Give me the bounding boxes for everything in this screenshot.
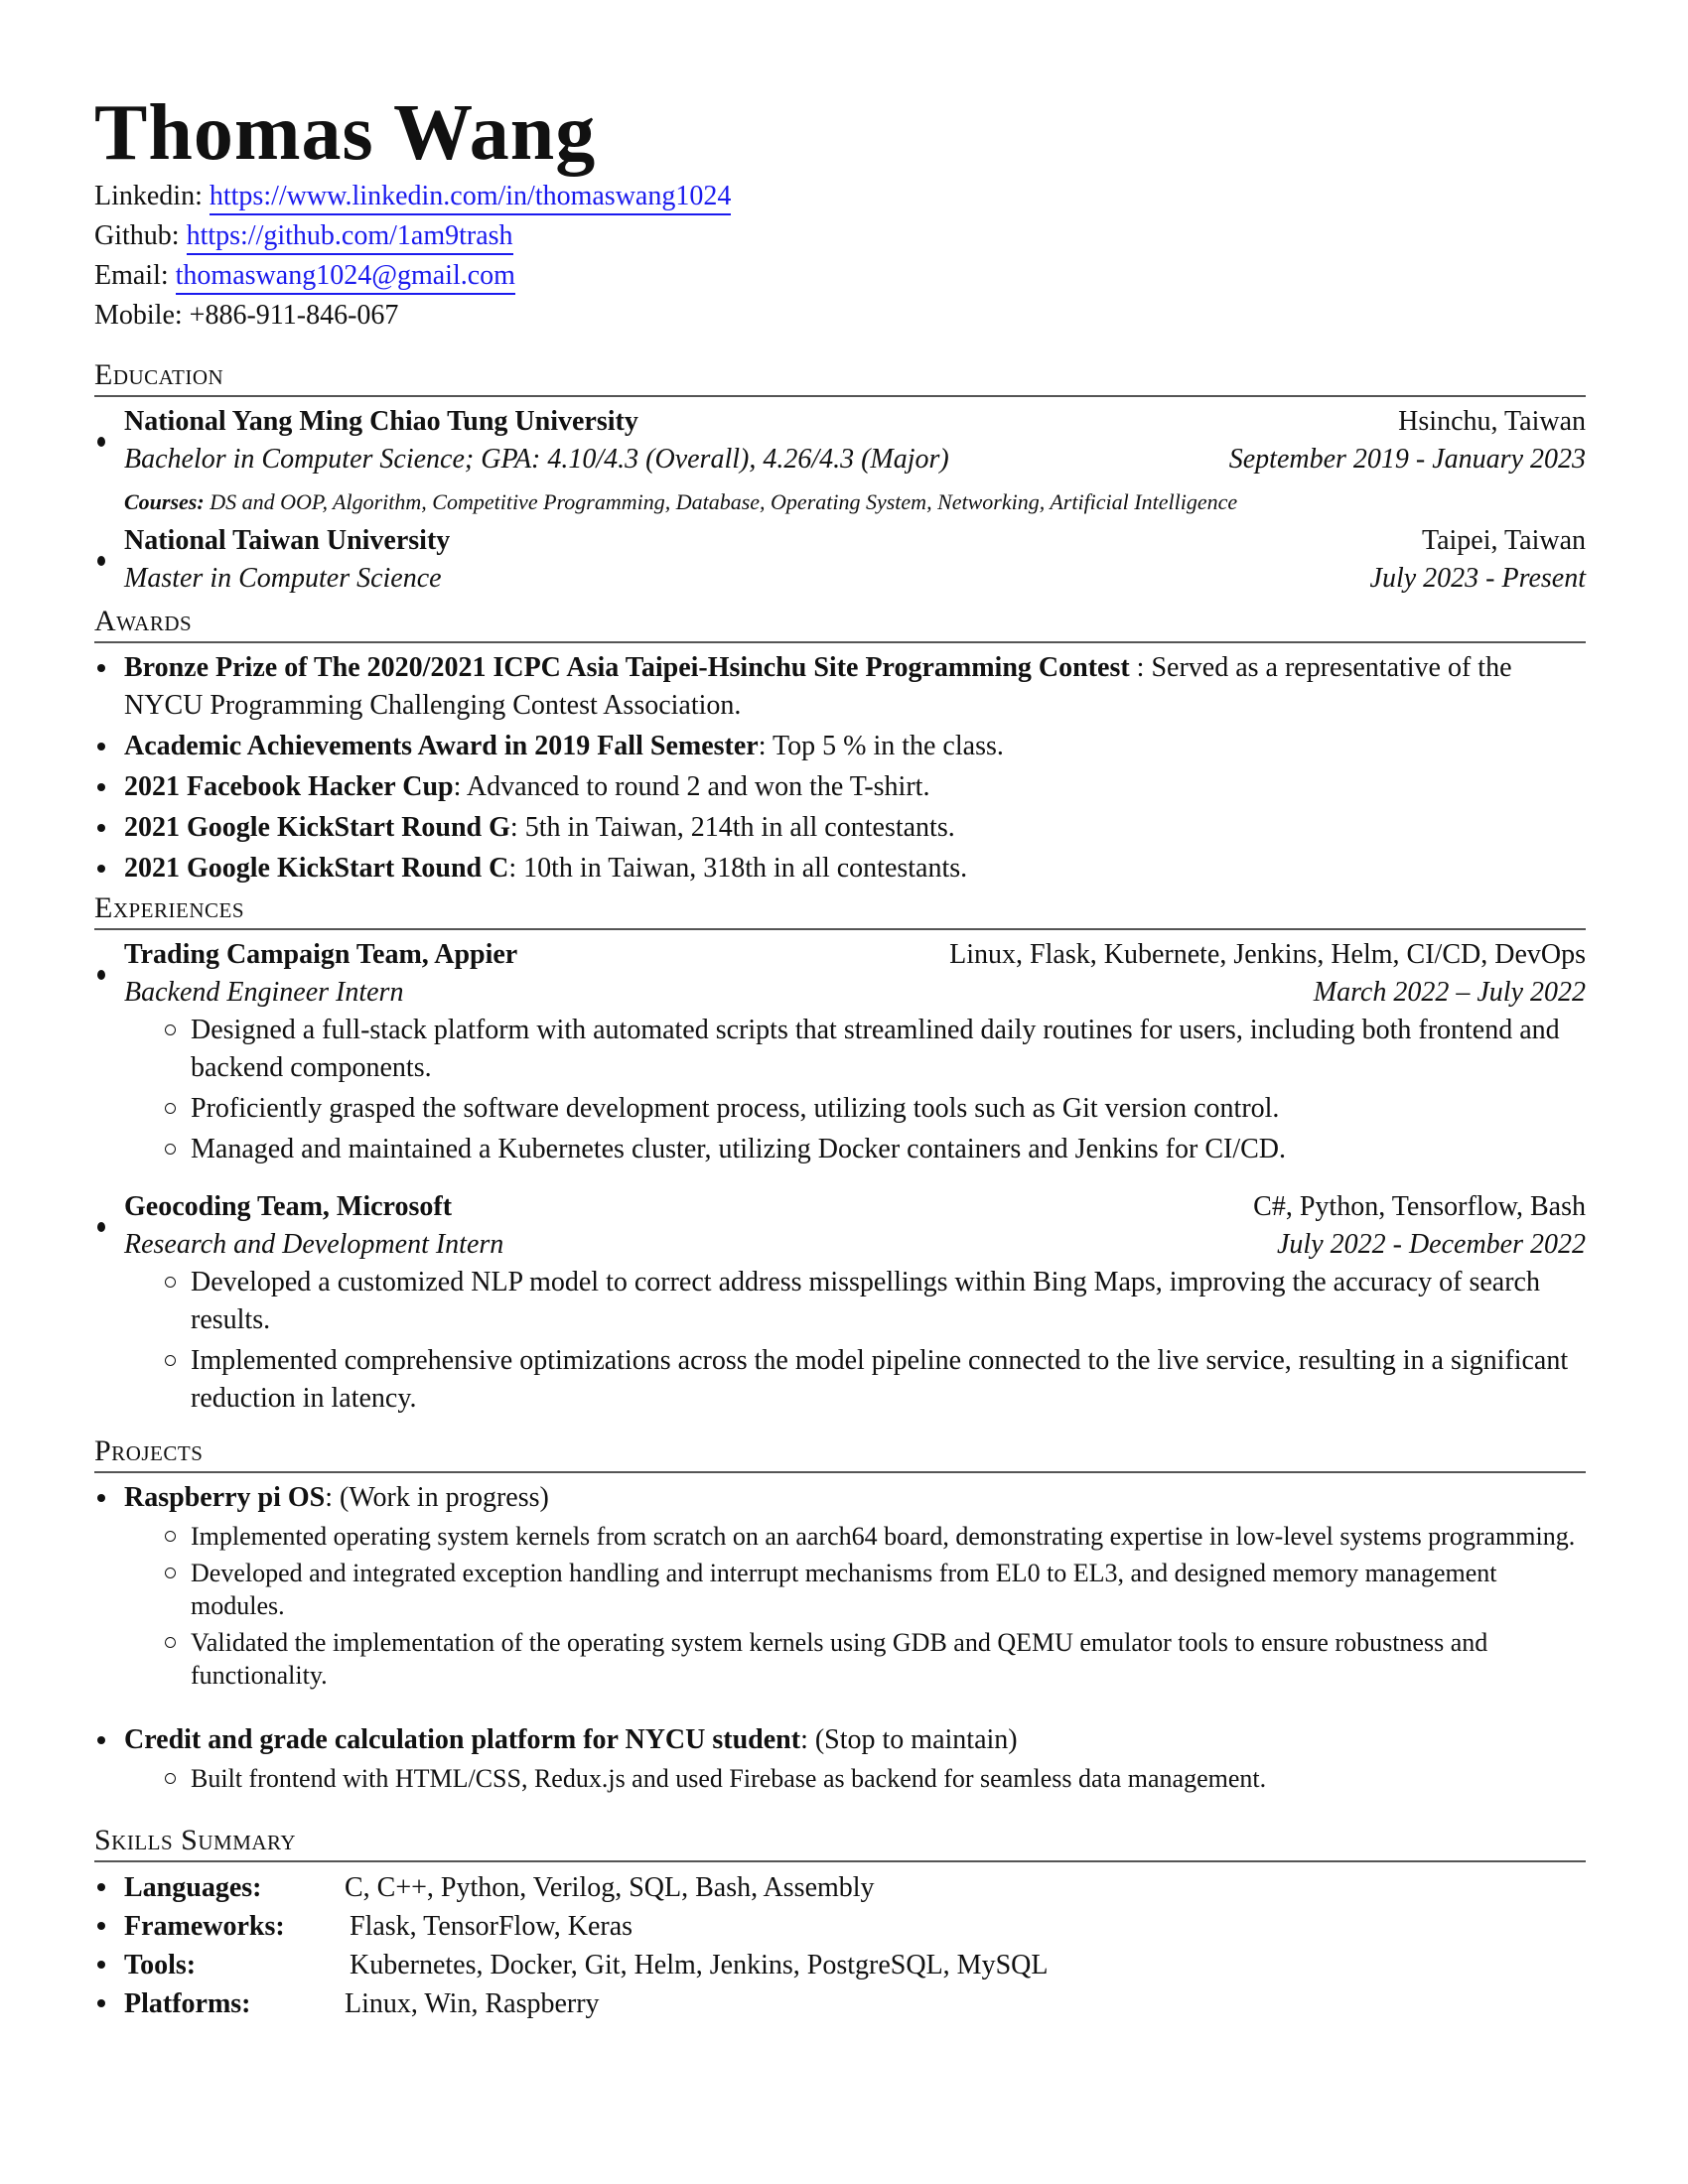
tech-stack: C#, Python, Tensorflow, Bash — [1253, 1191, 1586, 1222]
section-heading-education: Education — [94, 357, 1586, 397]
school-name: National Yang Ming Chiao Tung University — [124, 406, 638, 437]
skill-value: C, C++, Python, Verilog, SQL, Bash, Assembly — [345, 1872, 875, 1903]
tech-stack: Linux, Flask, Kubernete, Jenkins, Helm, CI/CD, DevOps — [949, 939, 1586, 970]
contact-email — [94, 256, 1586, 296]
bullet: Proficiently grasped the software development process, utilizing tools such as Git version control. — [161, 1090, 1586, 1128]
section-heading-skills: Skills Summary — [94, 1823, 1586, 1862]
award-desc: : 10th in Taiwan, 318th in all contestants. — [508, 853, 968, 884]
dates: September 2019 - January 2023 — [1228, 444, 1586, 475]
award-desc: : Advanced to round 2 and won the T-shirt. — [453, 771, 930, 802]
skill-value: Kubernetes, Docker, Git, Helm, Jenkins, PostgreSQL, MySQL — [350, 1950, 1049, 1980]
bullet: Developed a customized NLP model to correct address misspellings within Bing Maps, improving the accuracy of search results. — [161, 1264, 1586, 1339]
experience-bullets — [94, 1012, 1586, 1168]
award-item — [94, 809, 1586, 847]
award-desc: : Top 5 % in the class. — [758, 731, 1004, 761]
organization: Trading Campaign Team, Appier — [124, 939, 518, 970]
bullet: Implemented comprehensive optimizations across the model pipeline connected to the live service, resulting in a significant reduction in latency. — [161, 1342, 1586, 1418]
section-heading-projects: Projects — [94, 1433, 1586, 1473]
skill-row — [94, 1946, 1586, 1984]
courses-label: Courses: — [124, 489, 205, 514]
award-item — [94, 649, 1586, 725]
bullet: Built frontend with HTML/CSS, Redux.js and used Firebase as backend for seamless data management. — [161, 1762, 1586, 1795]
github-link[interactable]: https://github.com/1am9trash — [187, 220, 513, 255]
award-desc: : 5th in Taiwan, 214th in all contestants. — [509, 812, 955, 843]
bullet: Developed and integrated exception handling and interrupt mechanisms from EL0 to EL3, and designed memory management modules. — [161, 1557, 1586, 1622]
contact-linkedin — [94, 177, 1586, 216]
degree: Bachelor in Computer Science; GPA: 4.10/4.3 (Overall), 4.26/4.3 (Major) — [124, 444, 949, 475]
courses-list: DS and OOP, Algorithm, Competitive Programming, Database, Operating System, Networking, Artificial Intelligence — [210, 489, 1238, 514]
award-name: 2021 Facebook Hacker Cup — [124, 771, 454, 802]
award-item — [94, 850, 1586, 887]
award-name: 2021 Google KickStart Round C — [124, 853, 509, 884]
section-heading-awards: Awards — [94, 604, 1586, 643]
dates: July 2022 - December 2022 — [1276, 1229, 1586, 1260]
courses — [124, 486, 1586, 518]
skill-key: Platforms: — [124, 1988, 251, 2019]
linkedin-link[interactable]: https://www.linkedin.com/in/thomaswang1024 — [210, 181, 731, 215]
projects-list — [94, 1479, 1586, 1517]
project-name: Credit and grade calculation platform for NYCU student — [124, 1724, 801, 1755]
resume — [94, 91, 1586, 2023]
experience-entry — [94, 936, 1586, 1012]
bullet: Implemented operating system kernels from scratch on an aarch64 board, demonstrating expertise in low-level systems programming. — [161, 1520, 1586, 1553]
skill-key: Frameworks: — [124, 1911, 285, 1942]
degree: Master in Computer Science — [124, 563, 442, 594]
bullet: Designed a full-stack platform with automated scripts that streamlined daily routines for users, including both frontend and backend components. — [161, 1012, 1586, 1087]
role: Backend Engineer Intern — [124, 977, 404, 1008]
award-name: Academic Achievements Award in 2019 Fall Semester — [124, 731, 759, 761]
skill-row — [94, 1984, 1586, 2023]
award-name: 2021 Google KickStart Round G — [124, 812, 510, 843]
award-item — [94, 728, 1586, 765]
skill-value: Flask, TensorFlow, Keras — [350, 1911, 633, 1942]
contact-label: Github: — [94, 220, 180, 251]
education-entry — [94, 522, 1586, 598]
project-bullets — [124, 1520, 1586, 1692]
award-name: Bronze Prize of The 2020/2021 ICPC Asia Taipei-Hsinchu Site Programming Contest — [124, 652, 1130, 683]
project-bullets — [124, 1762, 1586, 1795]
contact-label: Email: — [94, 260, 169, 291]
contact-github — [94, 216, 1586, 256]
education-entry — [94, 403, 1586, 518]
bullet: Validated the implementation of the operating system kernels using GDB and QEMU emulator tools to ensure robustness and functionality. — [161, 1626, 1586, 1692]
school-location: Taipei, Taiwan — [1421, 525, 1586, 556]
section-heading-experiences: Experiences — [94, 890, 1586, 930]
mobile-number: +886-911-846-067 — [189, 300, 399, 331]
skill-key: Languages: — [124, 1872, 262, 1903]
contact-mobile — [94, 296, 1586, 336]
projects-list — [94, 1721, 1586, 1759]
skill-key: Tools: — [124, 1950, 197, 1980]
school-name: National Taiwan University — [124, 525, 451, 556]
project-name: Raspberry pi OS — [124, 1482, 326, 1513]
project-status: : (Work in progress) — [325, 1482, 549, 1513]
project-item — [94, 1479, 1586, 1517]
project-status: : (Stop to maintain) — [800, 1724, 1018, 1755]
project-item — [94, 1721, 1586, 1759]
contact-label: Linkedin: — [94, 181, 203, 211]
skill-row — [94, 1868, 1586, 1907]
experience-bullets — [94, 1264, 1586, 1418]
school-location: Hsinchu, Taiwan — [1398, 406, 1586, 437]
role: Research and Development Intern — [124, 1229, 504, 1260]
awards-list — [94, 649, 1586, 887]
dates: March 2022 – July 2022 — [1313, 977, 1586, 1008]
bullet: Managed and maintained a Kubernetes cluster, utilizing Docker containers and Jenkins for CI/CD. — [161, 1131, 1586, 1168]
skill-row — [94, 1907, 1586, 1946]
email-link[interactable]: thomaswang1024@gmail.com — [176, 260, 515, 295]
contact-label: Mobile: — [94, 300, 183, 331]
dates: July 2023 - Present — [1369, 563, 1586, 594]
award-item — [94, 768, 1586, 806]
candidate-name: Thomas Wang — [94, 89, 597, 177]
organization: Geocoding Team, Microsoft — [124, 1191, 453, 1222]
award-desc: : Served as a representative of the NYCU Programming Challenging Contest Association. — [124, 652, 1512, 721]
skill-value: Linux, Win, Raspberry — [345, 1988, 600, 2019]
experience-entry — [94, 1188, 1586, 1264]
